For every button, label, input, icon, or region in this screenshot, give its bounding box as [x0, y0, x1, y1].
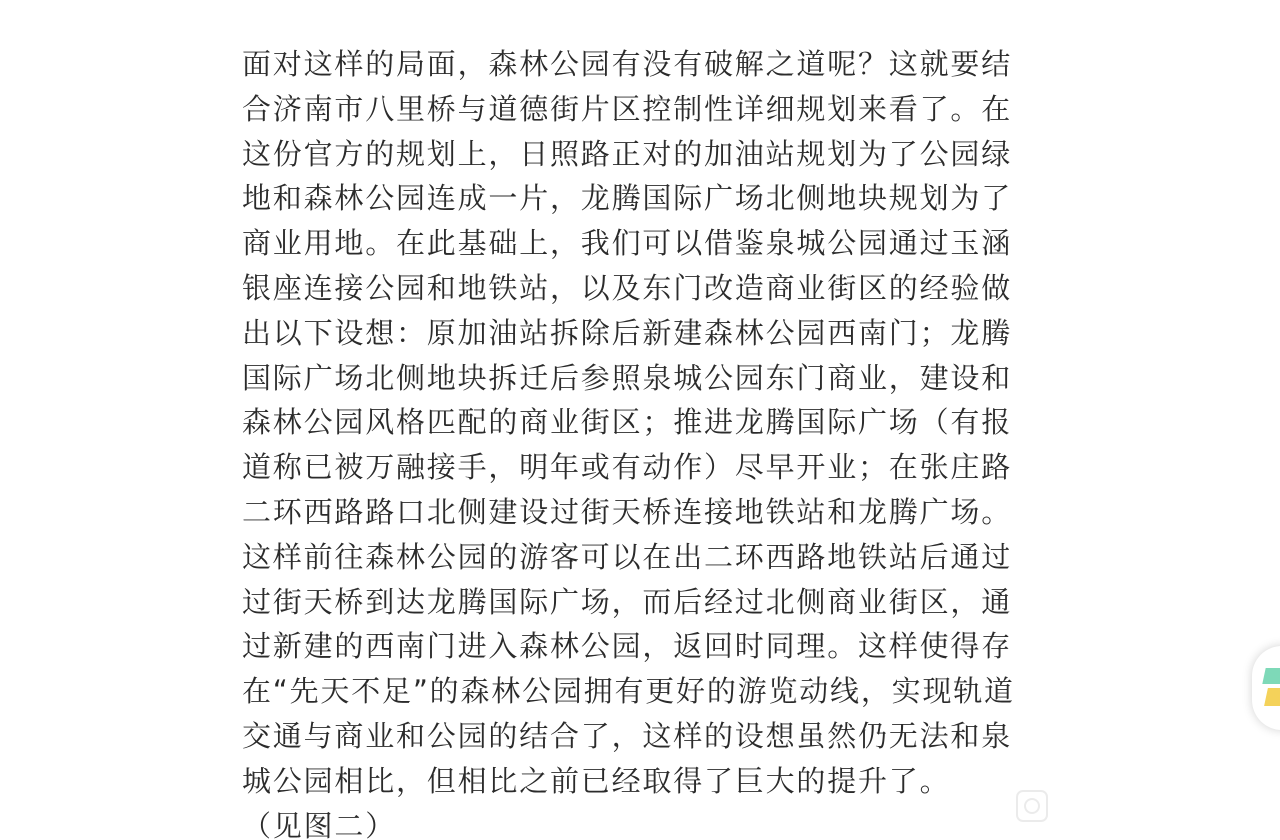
- article-body: [242, 42, 1017, 840]
- floating-app-button[interactable]: [1252, 646, 1280, 730]
- article-paragraph: 面对这样的局面，森林公园有没有破解之道呢？这就要结合济南市八里桥与道德街片区控制性详细规划来看了。在这份官方的规划上，日照路正对的加油站规划为了公园绿地和森林公园连成一片，龙腾国际广场北侧地块规划为了商业用地。在此基础上，我们可以借鉴泉城公园通过玉涵银座连接公园和地铁站，以及东门改造商业街区的经验做出以下设想：原加油站拆除后新建森林公园西南门；龙腾国际广场北侧地块拆迁后参照泉城公园东门商业，建设和森林公园风格匹配的商业街区；推进龙腾国际广场（有报道称已被万融接手，明年或有动作）尽早开业；在张庄路二环西路路口北侧建设过街天桥连接地铁站和龙腾广场。这样前往森林公园的游客可以在出二环西路地铁站后通过过街天桥到达龙腾国际广场，而后经过北侧商业街区，通过新建的西南门进入森林公园，返回时同理。这样使得存在“先天不足”的森林公园拥有更好的游览动线，实现轨道交通与商业和公园的结合了，这样的设想虽然仍无法和泉城公园相比，但相比之前已经取得了巨大的提升了。: [242, 47, 1015, 798]
- app-logo-icon: [1264, 668, 1280, 708]
- figure-reference: （见图二）: [242, 808, 397, 840]
- watermark-icon: [1014, 788, 1050, 824]
